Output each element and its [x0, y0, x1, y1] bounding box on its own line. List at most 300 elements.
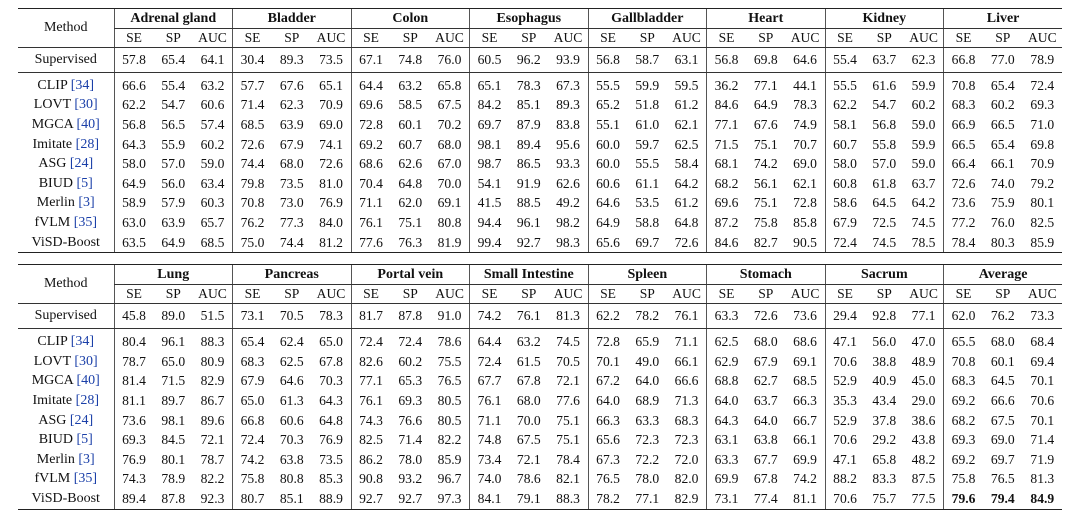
value-cell: 56.8 [588, 48, 628, 73]
value-cell: 87.2 [707, 213, 747, 233]
value-cell: 71.9 [1030, 451, 1055, 467]
value-cell: 70.5 [556, 353, 580, 369]
organ-header: Lung [114, 265, 233, 285]
citation-link[interactable]: [5] [76, 432, 93, 448]
value-cell: 84.0 [319, 214, 343, 230]
method-label: Merlin [36, 451, 75, 467]
value-cell: 81.9 [430, 233, 470, 253]
value-cell: 58.1 [825, 115, 865, 135]
value-cell: 72.6 [944, 174, 984, 194]
citation-link[interactable]: [24] [69, 412, 94, 428]
value-cell: 69.2 [944, 450, 984, 470]
value-cell: 90.5 [786, 233, 826, 253]
value-cell: 88.3 [549, 489, 589, 509]
value-cell: 62.6 [556, 175, 580, 191]
value-cell: 60.2 [200, 136, 225, 152]
value-cell: 64.0 [588, 391, 628, 411]
method-name [18, 372, 114, 392]
value-cell: 62.4 [279, 334, 304, 350]
organ-header: Heart [707, 9, 826, 29]
metric-header: SE [114, 285, 154, 304]
metric-header: SE [233, 285, 273, 304]
value-cell: 54.1 [470, 174, 510, 194]
value-cell: 60.0 [588, 154, 628, 174]
value-cell: 80.4 [114, 329, 154, 352]
metric-header: AUC [430, 285, 470, 304]
citation-link[interactable]: [40] [76, 116, 100, 132]
value-cell: 88.9 [312, 489, 352, 509]
metric-header: SP [983, 285, 1023, 304]
value-cell: 74.4 [233, 154, 273, 174]
value-cell: 98.1 [470, 135, 510, 155]
metric-header: SE [825, 29, 865, 48]
value-cell: 69.0 [793, 156, 817, 172]
value-cell: 69.7 [628, 233, 668, 253]
value-cell: 77.5 [904, 489, 944, 509]
value-cell: 82.0 [674, 471, 699, 487]
value-cell: 68.2 [944, 411, 984, 431]
value-cell: 62.0 [944, 304, 984, 329]
metric-header: SP [272, 29, 312, 48]
value-cell: 62.5 [674, 136, 699, 152]
value-cell: 64.3 [707, 411, 747, 431]
metric-header-row [18, 29, 1062, 48]
value-cell: 63.0 [114, 213, 154, 233]
table-row [18, 372, 1062, 392]
organ-header-row [18, 9, 1062, 29]
value-cell: 56.1 [753, 175, 778, 191]
value-cell: 91.0 [430, 304, 470, 329]
citation-link[interactable]: [3] [78, 451, 95, 467]
value-cell: 64.5 [872, 195, 897, 211]
value-cell: 75.8 [944, 470, 984, 490]
value-cell: 63.8 [753, 432, 778, 448]
value-cell: 64.6 [588, 194, 628, 214]
value-cell: 69.3 [944, 430, 984, 450]
citation-link[interactable]: [3] [78, 195, 95, 211]
method-header: Method [18, 9, 114, 48]
value-cell: 68.6 [793, 334, 817, 350]
value-cell: 75.1 [398, 214, 423, 230]
value-cell: 70.1 [588, 352, 628, 372]
value-cell: 62.5 [279, 353, 304, 369]
value-cell: 76.9 [114, 450, 154, 470]
metric-header: SP [983, 29, 1023, 48]
organ-header: Average [944, 265, 1063, 285]
value-cell: 70.6 [1030, 392, 1055, 408]
value-cell: 75.1 [753, 136, 778, 152]
metric-header: SP [746, 285, 786, 304]
value-cell: 77.6 [556, 392, 580, 408]
value-cell: 81.3 [1030, 471, 1055, 487]
value-cell: 73.5 [319, 451, 343, 467]
organ-header: Adrenal gland [114, 9, 233, 29]
method-header: Method [18, 265, 114, 304]
metric-header: SP [509, 285, 549, 304]
value-cell: 65.3 [398, 373, 423, 389]
value-cell: 63.7 [911, 175, 936, 191]
value-cell: 70.1 [1030, 373, 1055, 389]
value-cell: 65.6 [588, 233, 628, 253]
value-cell: 58.0 [114, 154, 154, 174]
value-cell: 96.1 [516, 214, 541, 230]
value-cell: 64.2 [674, 175, 699, 191]
value-cell: 84.1 [470, 489, 510, 509]
value-cell: 57.8 [114, 48, 154, 73]
method-name [18, 450, 114, 470]
value-cell: 65.5 [944, 329, 984, 352]
value-cell: 77.0 [983, 48, 1023, 73]
value-cell: 74.1 [319, 136, 343, 152]
value-cell: 78.6 [516, 471, 541, 487]
value-cell: 70.8 [944, 352, 984, 372]
value-cell: 73.5 [279, 175, 304, 191]
value-cell: 67.5 [437, 97, 462, 113]
value-cell: 68.0 [753, 334, 778, 350]
method-name [18, 213, 114, 233]
value-cell: 68.5 [233, 115, 273, 135]
value-cell: 72.8 [793, 195, 817, 211]
value-cell: 75.8 [753, 214, 778, 230]
value-cell: 70.9 [1030, 156, 1055, 172]
metric-header: AUC [430, 29, 470, 48]
value-cell: 89.3 [272, 48, 312, 73]
value-cell: 70.5 [272, 304, 312, 329]
table-row [18, 233, 1062, 253]
value-cell: 67.5 [990, 412, 1015, 428]
value-cell: 78.7 [114, 352, 154, 372]
value-cell: 64.4 [470, 329, 510, 352]
value-cell: 62.3 [279, 97, 304, 113]
value-cell: 96.7 [437, 471, 462, 487]
value-cell: 56.8 [114, 115, 154, 135]
value-cell: 81.7 [351, 304, 391, 329]
value-cell: 76.2 [233, 213, 273, 233]
value-cell: 59.0 [911, 116, 936, 132]
value-cell: 59.5 [674, 77, 699, 93]
value-cell: 66.8 [233, 411, 273, 431]
value-cell: 63.3 [707, 450, 747, 470]
value-cell: 63.4 [200, 175, 225, 191]
value-cell: 58.0 [825, 154, 865, 174]
table-row [18, 73, 1062, 96]
value-cell: 71.1 [674, 334, 699, 350]
value-cell: 98.1 [161, 412, 186, 428]
value-cell: 72.1 [200, 432, 225, 448]
value-cell: 78.9 [1023, 48, 1063, 73]
method-name [18, 194, 114, 214]
value-cell: 93.2 [398, 471, 423, 487]
metric-header: SP [272, 285, 312, 304]
value-cell: 75.0 [233, 233, 273, 253]
metric-header: SP [628, 29, 668, 48]
results-table-2 [18, 264, 1062, 509]
method-name [18, 135, 114, 155]
value-cell: 60.2 [990, 97, 1015, 113]
value-cell: 69.9 [793, 451, 817, 467]
value-cell: 65.0 [233, 391, 273, 411]
metric-header: AUC [667, 29, 707, 48]
value-cell: 74.9 [793, 116, 817, 132]
value-cell: 35.3 [825, 391, 865, 411]
value-cell: 60.6 [200, 97, 225, 113]
value-cell: 72.6 [319, 156, 343, 172]
value-cell: 69.3 [1030, 97, 1055, 113]
value-cell: 72.8 [351, 115, 391, 135]
value-cell: 70.9 [319, 97, 343, 113]
value-cell: 38.6 [911, 412, 936, 428]
method-label: LOVT [33, 97, 71, 113]
value-cell: 29.4 [825, 304, 865, 329]
value-cell: 95.6 [556, 136, 580, 152]
value-cell: 77.1 [904, 304, 944, 329]
value-cell: 65.1 [470, 73, 510, 96]
citation-link[interactable]: [5] [76, 175, 93, 191]
value-cell: 69.6 [351, 96, 391, 116]
value-cell: 63.2 [516, 334, 541, 350]
value-cell: 80.7 [233, 489, 273, 509]
value-cell: 78.3 [312, 304, 352, 329]
value-cell: 82.5 [351, 430, 391, 450]
value-cell: 56.8 [707, 48, 747, 73]
method-label: BIUD [38, 175, 73, 191]
value-cell: 67.7 [470, 372, 510, 392]
method-label: Merlin [36, 195, 75, 211]
metric-header: SE [588, 285, 628, 304]
value-cell: 67.1 [351, 48, 391, 73]
value-cell: 48.2 [911, 451, 936, 467]
method-label: Supervised [34, 52, 97, 67]
value-cell: 70.8 [233, 194, 273, 214]
results-table-1 [18, 8, 1062, 253]
value-cell: 73.1 [233, 304, 273, 329]
citation-link[interactable]: [28] [75, 392, 99, 408]
value-cell: 66.6 [114, 73, 154, 96]
method-name [18, 96, 114, 116]
value-cell: 72.0 [674, 451, 699, 467]
organ-header: Portal vein [351, 265, 470, 285]
value-cell: 81.3 [549, 304, 589, 329]
value-cell: 87.5 [911, 471, 936, 487]
citation-link[interactable]: [34] [70, 77, 95, 93]
organ-header: Bladder [233, 9, 352, 29]
value-cell: 80.1 [161, 451, 186, 467]
value-cell: 84.9 [1023, 489, 1063, 509]
citation-link[interactable]: [34] [70, 334, 95, 350]
value-cell: 65.8 [437, 77, 462, 93]
value-cell: 70.3 [279, 432, 304, 448]
value-cell: 43.8 [911, 432, 936, 448]
metric-header: SP [628, 285, 668, 304]
value-cell: 78.4 [944, 233, 984, 253]
value-cell: 49.0 [635, 353, 660, 369]
table-row [18, 430, 1062, 450]
value-cell: 75.9 [990, 195, 1015, 211]
value-cell: 48.9 [911, 353, 936, 369]
value-cell: 62.2 [114, 96, 154, 116]
value-cell: 63.2 [200, 77, 225, 93]
metric-header: AUC [193, 285, 233, 304]
value-cell: 87.8 [391, 304, 431, 329]
table-row [18, 135, 1062, 155]
value-cell: 74.2 [470, 304, 510, 329]
value-cell: 69.3 [114, 430, 154, 450]
value-cell: 57.0 [161, 156, 186, 172]
value-cell: 66.1 [793, 432, 817, 448]
value-cell: 96.1 [161, 334, 186, 350]
value-cell: 66.5 [990, 116, 1015, 132]
value-cell: 45.8 [114, 304, 154, 329]
value-cell: 72.4 [398, 334, 423, 350]
method-name [18, 329, 114, 352]
value-cell: 60.7 [398, 136, 423, 152]
value-cell: 61.2 [674, 97, 699, 113]
value-cell: 90.8 [351, 470, 391, 490]
value-cell: 81.1 [786, 489, 826, 509]
value-cell: 58.8 [635, 214, 660, 230]
value-cell: 82.6 [351, 352, 391, 372]
value-cell: 92.7 [509, 233, 549, 253]
value-cell: 72.4 [233, 430, 273, 450]
value-cell: 65.0 [319, 334, 343, 350]
value-cell: 73.0 [279, 195, 304, 211]
value-cell: 69.3 [398, 392, 423, 408]
value-cell: 56.5 [161, 116, 186, 132]
value-cell: 62.5 [707, 329, 747, 352]
value-cell: 66.8 [944, 48, 984, 73]
citation-link[interactable]: [30] [74, 353, 98, 369]
value-cell: 61.8 [872, 175, 897, 191]
value-cell: 68.0 [990, 334, 1015, 350]
value-cell: 76.9 [319, 195, 343, 211]
value-cell: 72.3 [635, 432, 660, 448]
value-cell: 73.6 [114, 411, 154, 431]
value-cell: 57.0 [872, 156, 897, 172]
method-label: fVLM [34, 214, 71, 230]
method-label: ViSD-Boost [31, 234, 100, 250]
metric-header: AUC [312, 285, 352, 304]
value-cell: 64.8 [674, 214, 699, 230]
value-cell: 72.6 [233, 135, 273, 155]
value-cell: 62.0 [398, 195, 423, 211]
citation-link[interactable]: [28] [75, 136, 99, 152]
value-cell: 74.8 [391, 48, 431, 73]
value-cell: 64.4 [351, 73, 391, 96]
value-cell: 66.9 [944, 115, 984, 135]
metric-header: SE [588, 29, 628, 48]
value-cell: 51.8 [635, 97, 660, 113]
value-cell: 69.4 [1030, 353, 1055, 369]
value-cell: 80.8 [279, 471, 304, 487]
value-cell: 65.8 [872, 451, 897, 467]
value-cell: 64.6 [279, 373, 304, 389]
value-cell: 76.9 [319, 432, 343, 448]
value-cell: 79.6 [944, 489, 984, 509]
value-cell: 80.5 [437, 412, 462, 428]
value-cell: 92.8 [865, 304, 905, 329]
method-name [18, 391, 114, 411]
value-cell: 67.8 [753, 471, 778, 487]
value-cell: 75.1 [753, 195, 778, 211]
value-cell: 73.5 [312, 48, 352, 73]
value-cell: 78.7 [200, 451, 225, 467]
table-row [18, 174, 1062, 194]
value-cell: 60.7 [825, 135, 865, 155]
value-cell: 57.4 [200, 116, 225, 132]
table-row [18, 352, 1062, 372]
value-cell: 98.3 [549, 233, 589, 253]
value-cell: 88.2 [825, 470, 865, 490]
metric-header: SP [391, 285, 431, 304]
method-label: Imitate [32, 392, 73, 408]
metric-header: AUC [786, 29, 826, 48]
value-cell: 72.4 [825, 233, 865, 253]
value-cell: 63.9 [161, 214, 186, 230]
method-name [18, 73, 114, 96]
value-cell: 68.1 [707, 154, 747, 174]
metric-header: AUC [904, 285, 944, 304]
value-cell: 58.9 [114, 194, 154, 214]
metric-header: SP [154, 285, 194, 304]
value-cell: 67.0 [437, 156, 462, 172]
table-row [18, 96, 1062, 116]
value-cell: 76.0 [990, 214, 1015, 230]
value-cell: 58.5 [398, 97, 423, 113]
value-cell: 60.0 [588, 135, 628, 155]
metric-header: SP [509, 29, 549, 48]
value-cell: 71.4 [1030, 432, 1055, 448]
value-cell: 78.0 [635, 471, 660, 487]
value-cell: 66.7 [793, 412, 817, 428]
value-cell: 40.9 [872, 373, 897, 389]
value-cell: 57.7 [233, 73, 273, 96]
value-cell: 81.0 [319, 175, 343, 191]
metric-header: SE [707, 285, 747, 304]
value-cell: 62.1 [674, 116, 699, 132]
value-cell: 60.6 [279, 412, 304, 428]
method-label: LOVT [33, 353, 71, 369]
value-cell: 60.8 [825, 174, 865, 194]
value-cell: 72.8 [588, 329, 628, 352]
citation-link[interactable]: [40] [76, 373, 100, 389]
citation-link[interactable]: [35] [73, 471, 98, 487]
citation-link[interactable]: [35] [73, 214, 98, 230]
value-cell: 77.1 [753, 77, 778, 93]
citation-link[interactable]: [24] [69, 156, 94, 172]
value-cell: 69.0 [990, 432, 1015, 448]
value-cell: 67.3 [588, 450, 628, 470]
organ-header: Spleen [588, 265, 707, 285]
value-cell: 51.5 [193, 304, 233, 329]
table-row [18, 411, 1062, 431]
value-cell: 92.3 [193, 489, 233, 509]
value-cell: 94.4 [470, 213, 510, 233]
value-cell: 47.1 [825, 450, 865, 470]
method-name [18, 470, 114, 490]
value-cell: 72.4 [1030, 77, 1055, 93]
value-cell: 71.4 [233, 96, 273, 116]
value-cell: 80.1 [1030, 195, 1055, 211]
value-cell: 64.1 [193, 48, 233, 73]
value-cell: 86.5 [516, 156, 541, 172]
value-cell: 64.0 [635, 373, 660, 389]
value-cell: 65.0 [161, 353, 186, 369]
citation-link[interactable]: [30] [74, 97, 98, 113]
value-cell: 79.2 [1030, 175, 1055, 191]
metric-header: SE [233, 29, 273, 48]
value-cell: 78.3 [516, 77, 541, 93]
value-cell: 64.9 [753, 97, 778, 113]
